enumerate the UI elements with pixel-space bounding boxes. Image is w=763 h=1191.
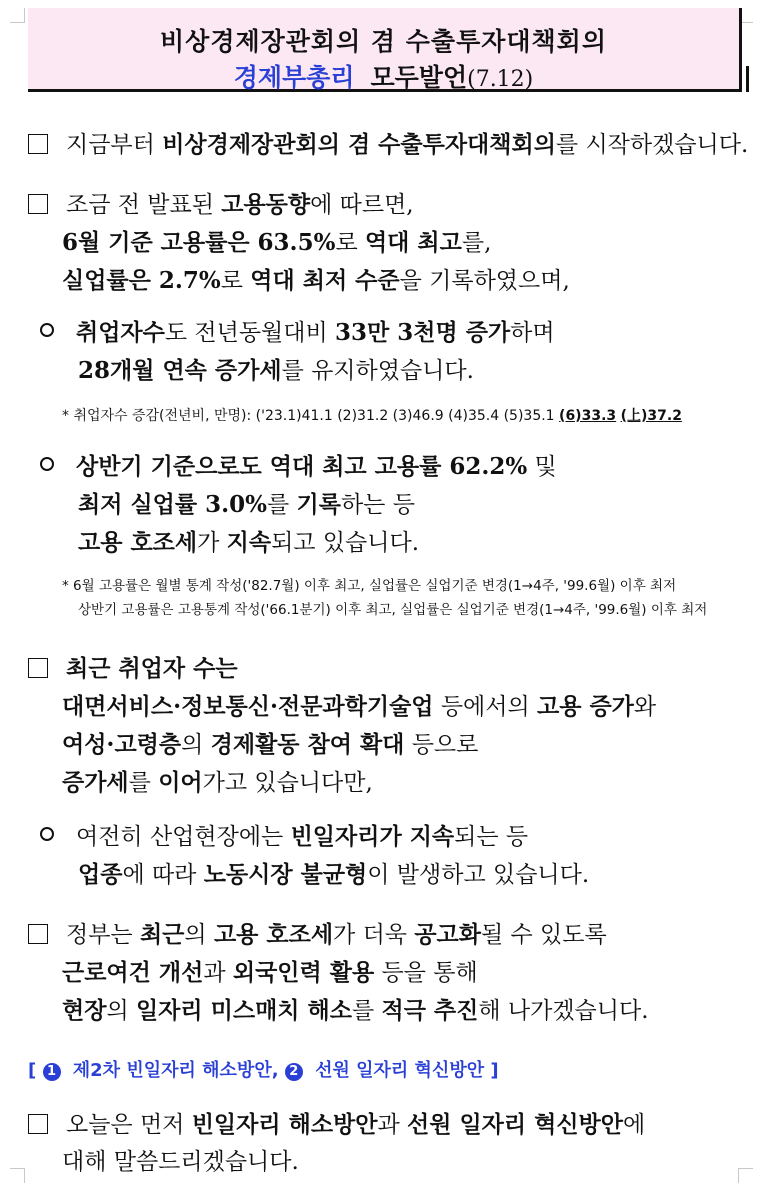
- line: 정부는 최근의 고용 호조세가 더욱 공고화될 수 있도록: [28, 916, 649, 954]
- footnote-records: * 6월 고용률은 월별 통계 작성('82.7월) 이후 최고, 실업률은 실업기준 변경(1→4주, '99.6월) 이후 최저 상반기 고용률은 고용통계 작성('66.1분기) 이후 최고, 실업률은 실업기준 변경(1→4주, '99.6월) 이후 최저: [62, 578, 708, 618]
- footnote-employed-change: * 취업자수 증감(전년비, 만명): ('23.1)41.1 (2)31.2 (3)46.9 (4)35.4 (5)35.1 (6)33.3 (上)37.2: [62, 408, 682, 424]
- line: 업종에 따라 노동시장 불균형이 발생하고 있습니다.: [78, 861, 590, 888]
- title-box: [28, 8, 742, 92]
- paragraph-employment-trend: [28, 186, 570, 300]
- line: 최저 실업률 3.0%를 기록하는 등: [78, 491, 415, 518]
- line: 고용 호조세가 지속되고 있습니다.: [78, 529, 420, 556]
- line: 최근 취업자 수는: [28, 650, 656, 688]
- line: 취업자수도 전년동월대비 33만 3천명 증가하며: [28, 314, 555, 352]
- page-corner-mark: [10, 8, 25, 23]
- page-corner-mark: [738, 1168, 753, 1183]
- line: 실업률은 2.7%로 역대 최저 수준을 기록하였으며,: [62, 267, 570, 294]
- line: 근로여건 개선과 외국인력 활용 등을 통해: [62, 959, 478, 986]
- number-two-icon: 2: [285, 1063, 303, 1081]
- square-bullet-icon: [28, 134, 48, 154]
- square-bullet-icon: [28, 924, 48, 944]
- paragraph-closing: [28, 1106, 645, 1181]
- circle-bullet-icon: [40, 457, 54, 471]
- line: 대면서비스·정보통신·전문과학기술업 등에서의 고용 증가와: [62, 693, 657, 720]
- title-line1: 비상경제장관회의 겸 수출투자대책회의: [160, 27, 607, 56]
- paragraph-opening: 지금부터 비상경제장관회의 겸 수출투자대책회의를 시작하겠습니다.: [28, 126, 748, 164]
- line: 28개월 연속 증가세를 유지하였습니다.: [78, 357, 474, 384]
- square-bullet-icon: [28, 1114, 48, 1134]
- line: 여전히 산업현장에는 빈일자리가 지속되는 등: [28, 818, 589, 856]
- title-line2: [28, 58, 739, 94]
- square-bullet-icon: [28, 194, 48, 214]
- line: 오늘은 먼저 빈일자리 해소방안과 선원 일자리 혁신방안에: [28, 1106, 645, 1144]
- number-one-icon: 1: [43, 1063, 61, 1081]
- line: 현장의 일자리 미스매치 해소를 적극 추진해 나가겠습니다.: [62, 997, 649, 1024]
- line: 증가세를 이어가고 있습니다만,: [62, 769, 373, 796]
- paragraph-recent-employment: [28, 650, 656, 802]
- square-bullet-icon: [28, 658, 48, 678]
- title-date: (7.12): [467, 67, 534, 92]
- line: 6월 기준 고용률은 63.5%로 역대 최고를,: [62, 229, 492, 256]
- point-first-half: [28, 448, 557, 562]
- page-corner-mark: [10, 1168, 25, 1183]
- agenda-heading: [ 1 제2차 빈일자리 해소방안, 2 선원 일자리 혁신방안 ]: [28, 1060, 499, 1081]
- paragraph-government-plan: [28, 916, 649, 1030]
- title-speaker: 경제부총리: [233, 63, 355, 92]
- point-labor-imbalance: [28, 818, 589, 894]
- line: 대해 말씀드리겠습니다.: [62, 1149, 299, 1175]
- line: 상반기 기준으로도 역대 최고 고용률 62.2% 및: [28, 448, 557, 486]
- circle-bullet-icon: [40, 323, 54, 337]
- circle-bullet-icon: [40, 827, 54, 841]
- title-edge-mark: [746, 66, 749, 92]
- point-employed-count: [28, 314, 555, 390]
- title-speech-type: 모두발언: [370, 63, 468, 92]
- line: 조금 전 발표된 고용동향에 따르면,: [28, 186, 570, 224]
- line: 여성·고령층의 경제활동 참여 확대 등으로: [62, 731, 479, 758]
